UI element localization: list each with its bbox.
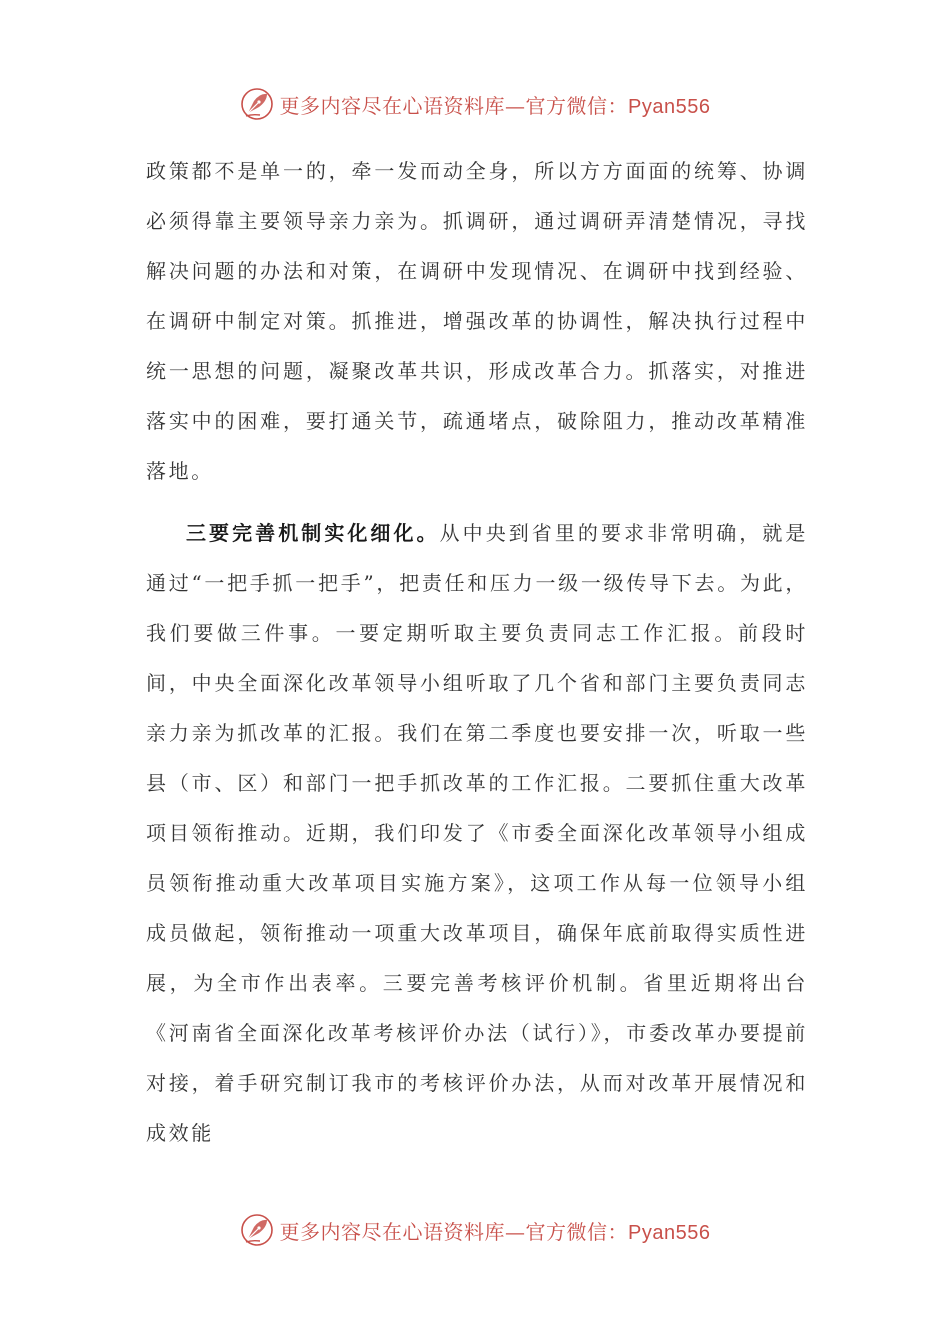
paragraph-1: 政策都不是单一的，牵一发而动全身，所以方方面面的统筹、协调必须得靠主要领导亲力亲为。抓调研，通过调研弄清楚情况，寻找解决问题的办法和对策，在调研中发现情况、在调研中找到经验、在调研中制定对策。抓推进，增强改革的协调性，解决执行过程中统一思想的问题，凝聚改革共识，形成改革合力。抓落实，对推进落实中的困难，要打通关节，疏通堵点，破除阻力，推动改革精准落地。 [146, 159, 808, 483]
header-banner-text [280, 90, 711, 119]
pen-nib-logo-icon [240, 87, 274, 121]
header-banner-label: 官方微信： [525, 93, 629, 118]
header-banner [0, 84, 950, 124]
footer-banner-label: 官方微信： [525, 1219, 629, 1244]
pen-nib-logo-icon [240, 1213, 274, 1247]
header-banner-sep: — [505, 93, 526, 118]
paragraph-2-rest: 从中央到省里的要求非常明确，就是通过“一把手抓一把手”，把责任和压力一级一级传导下去。为此，我们要做三件事。一要定期听取主要负责同志工作汇报。前段时间，中央全面深化改革领导小组听取了几个省和部门主要负责同志亲力亲为抓改革的汇报。我们在第二季度也要安排一次，听取一些县（市、区）和部门一把手抓改革的工作汇报。二要抓住重大改革项目领衔推动。近期，我们印发了《市委全面深化改革领导小组成员领衔推动重大改革项目实施方案》，这项工作从每一位领导小组成员做起，领衔推动一项重大改革项目，确保年底前取得实质性进展，为全市作出表率。三要完善考核评价机制。省里近期将出台《河南省全面深化改革考核评价办法（试行）》，市委改革办要提前对接，着手研究制订我市的考核评价办法，从而对改革开展情况和成效能 [146, 521, 808, 1145]
page-body [146, 146, 808, 1158]
paragraph-2 [146, 508, 808, 1158]
footer-banner-sep: — [505, 1219, 526, 1244]
header-banner-main: 更多内容尽在心语资料库 [279, 93, 506, 118]
footer-banner-main: 更多内容尽在心语资料库 [279, 1219, 506, 1244]
header-banner-id: Pyan556 [628, 95, 711, 118]
paragraph-2-lead: 三要完善机制实化细化。 [186, 521, 440, 545]
footer-banner [0, 1210, 950, 1250]
footer-banner-text [280, 1216, 711, 1245]
footer-banner-id: Pyan556 [628, 1221, 711, 1244]
